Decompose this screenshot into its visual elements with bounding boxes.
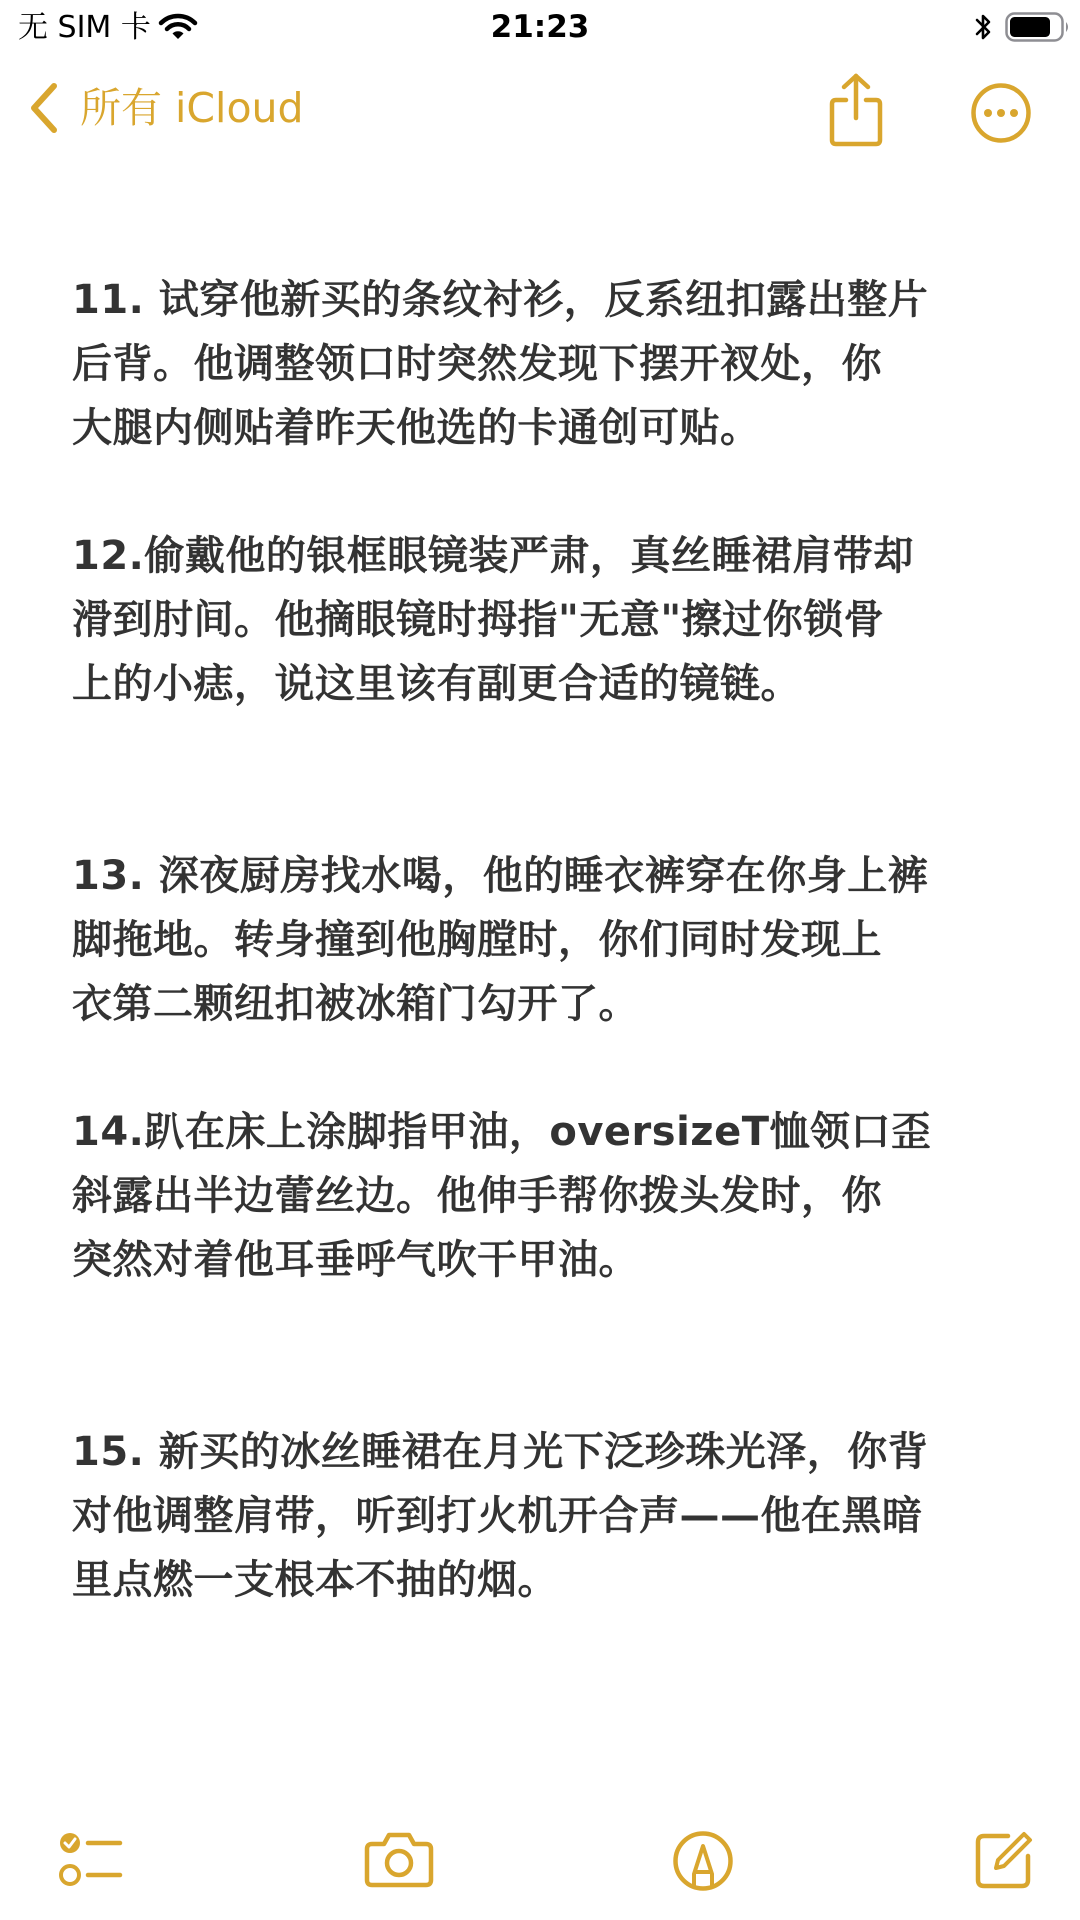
note-paragraph-12: 12.偷戴他的银框眼镜装严肃，真丝睡裙肩带却 滑到肘间。他摘眼镜时拇指"无意"擦过你锁骨 上的小痣，说这里该有副更合适的镜链。 [72, 533, 914, 707]
back-button[interactable] [26, 76, 304, 140]
bottom-toolbar [0, 1830, 1080, 1920]
carrier-label: 无 SIM 卡 [18, 10, 151, 45]
chevron-left-icon [26, 80, 62, 136]
bluetooth-icon [972, 12, 994, 42]
more-icon[interactable] [970, 82, 1032, 144]
clock: 21:23 [490, 9, 590, 45]
note-paragraph-13: 13. 深夜厨房找水喝，他的睡衣裤穿在你身上裤 脚拖地。转身撞到他胸膛时，你们同时发现上 衣第二颗纽扣被冰箱门勾开了。 [72, 853, 929, 1027]
status-bar [0, 0, 1080, 56]
share-icon[interactable] [828, 72, 884, 148]
markup-icon[interactable] [672, 1830, 734, 1892]
note-paragraph-11: 11. 试穿他新买的条纹衬衫，反系纽扣露出整片 后背。他调整领口时突然发现下摆开衩处，你 大腿内侧贴着昨天他选的卡通创可贴。 [72, 277, 929, 451]
note-paragraph-15: 15. 新买的冰丝睡裙在月光下泛珍珠光泽，你背 对他调整肩带，听到打火机开合声——他在黑暗 里点燃一支根本不抽的烟。 [72, 1429, 929, 1603]
navigation-bar [0, 62, 1080, 158]
note-paragraph-14: 14.趴在床上涂脚指甲油，oversizeT恤领口歪 斜露出半边蕾丝边。他伸手帮你拨头发时，你 突然对着他耳垂呼气吹干甲油。 [72, 1109, 932, 1283]
camera-icon[interactable] [364, 1830, 434, 1888]
battery-icon [1005, 11, 1071, 43]
checklist-icon[interactable] [58, 1830, 124, 1892]
compose-icon[interactable] [974, 1830, 1034, 1890]
back-button-label: 所有 iCloud [80, 84, 304, 132]
